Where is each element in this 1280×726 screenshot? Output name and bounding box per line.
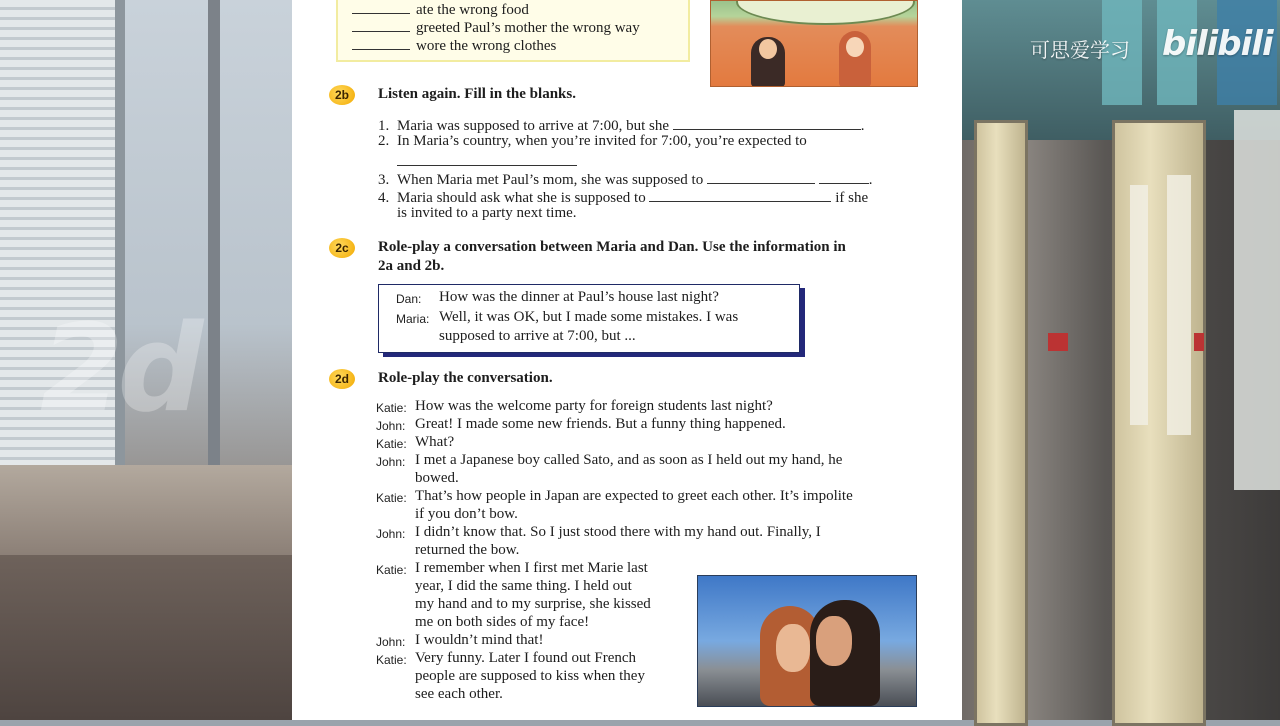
dialogue-line: Great! I made some new friends. But a funny thing happened. <box>415 416 786 432</box>
item-text: Maria should ask what she is supposed to <box>397 190 646 206</box>
dialogue-line: returned the bow. <box>415 542 520 558</box>
checklist-item-text: ate the wrong food <box>416 2 529 18</box>
speaker-label: Maria: <box>396 312 430 326</box>
fill-item-2 <box>378 133 807 150</box>
photo-face <box>816 616 852 666</box>
speaker-label: Katie: <box>376 653 407 667</box>
fill-item-2-blank-line <box>397 151 577 171</box>
item-number: 4. <box>378 190 390 206</box>
illustration-cartoon <box>710 0 918 87</box>
background-door <box>974 120 1028 726</box>
speaker-label: Katie: <box>376 437 407 451</box>
speaker-label: John: <box>376 635 406 649</box>
photo-two-women <box>697 575 917 707</box>
exercise-badge-2b: 2b <box>329 85 355 105</box>
dialogue-line: my hand and to my surprise, she kissed <box>415 596 651 612</box>
dialogue-line: year, I did the same thing. I held out <box>415 578 632 594</box>
dialogue-line: people are supposed to kiss when they <box>415 668 645 684</box>
item-text: Maria was supposed to arrive at 7:00, but she <box>397 118 670 134</box>
cartoon-face <box>759 39 777 59</box>
exercise-2c-heading-line2: 2a and 2b. <box>378 258 445 274</box>
background-window-sill <box>0 465 292 555</box>
exercise-2b-heading: Listen again. Fill in the blanks. <box>378 86 576 102</box>
dialogue-line: Well, it was OK, but I made some mistakes. I was <box>439 309 739 325</box>
bilibili-logo: bilibili <box>1162 24 1273 64</box>
background-red-sign <box>1194 333 1204 351</box>
item-number: 2. <box>378 133 390 149</box>
exercise-2c-heading-line1: Role-play a conversation between Maria and Dan. Use the information in <box>378 239 846 255</box>
speaker-label: Katie: <box>376 491 407 505</box>
item-end: . <box>860 118 865 134</box>
photo-face <box>776 624 810 672</box>
dialogue-line: see each other. <box>415 686 503 702</box>
answer-blank[interactable] <box>397 151 577 166</box>
dialogue-line: How was the dinner at Paul’s house last night? <box>439 289 719 305</box>
dialogue-line: Very funny. Later I found out French <box>415 650 637 666</box>
fill-item-4 <box>378 187 868 207</box>
item-end: . <box>868 172 873 188</box>
exercise-badge-2d: 2d <box>329 369 355 389</box>
background-left-scene <box>0 0 292 720</box>
fill-item-3 <box>378 169 872 189</box>
speaker-label: John: <box>376 527 406 541</box>
dialogue-line: if you don’t bow. <box>415 506 518 522</box>
dialogue-line: I remember when I first met Marie last <box>415 560 648 576</box>
textbook-page <box>292 0 962 720</box>
background-red-sign <box>1048 333 1068 351</box>
item-text: When Maria met Paul’s mom, she was supposed to <box>397 172 704 188</box>
speaker-label: John: <box>376 455 406 469</box>
item-text: In Maria’s country, when you’re invited for 7:00, you’re expected to <box>397 133 807 149</box>
checklist-item-text: greeted Paul’s mother the wrong way <box>416 20 640 36</box>
channel-watermark: 可思爱学习 <box>1030 38 1130 62</box>
fill-item-4-continued: is invited to a party next time. <box>397 205 577 221</box>
background-wall-window <box>1234 110 1280 490</box>
item-end: if she <box>835 190 869 206</box>
dialogue-line: That’s how people in Japan are expected to greet each other. It’s impolite <box>415 488 853 504</box>
answer-blank[interactable] <box>673 115 861 130</box>
dialogue-line: I didn’t know that. So I just stood there with my hand out. Finally, I <box>415 524 821 540</box>
cartoon-face <box>846 37 864 57</box>
exercise-2d-heading: Role-play the conversation. <box>378 370 553 386</box>
answer-blank[interactable] <box>352 35 410 50</box>
background-door <box>1112 120 1206 726</box>
speaker-label: Katie: <box>376 401 407 415</box>
speaker-label: Dan: <box>396 292 422 306</box>
item-number: 1. <box>378 118 390 134</box>
background-right-scene <box>962 0 1280 720</box>
speaker-label: John: <box>376 419 406 433</box>
checklist-item-text: wore the wrong clothes <box>416 38 557 54</box>
dialogue-line: How was the welcome party for foreign students last night? <box>415 398 773 414</box>
background-door-window <box>1167 175 1191 435</box>
exercise-badge-2c: 2c <box>329 238 355 258</box>
dialogue-line: supposed to arrive at 7:00, but ... <box>439 328 636 344</box>
checklist-item <box>352 35 556 55</box>
background-mark: 2d <box>40 300 198 439</box>
dialogue-line: I wouldn’t mind that! <box>415 632 544 648</box>
background-desk <box>0 555 292 720</box>
dialogue-line: What? <box>415 434 455 450</box>
answer-blank[interactable] <box>649 187 831 202</box>
answer-blank[interactable] <box>352 17 410 32</box>
item-number: 3. <box>378 172 390 188</box>
background-door-window <box>1130 185 1148 425</box>
answer-blank[interactable] <box>819 169 869 184</box>
dialogue-line: I met a Japanese boy called Sato, and as soon as I held out my hand, he <box>415 452 843 468</box>
speaker-label: Katie: <box>376 563 407 577</box>
dialogue-line: bowed. <box>415 470 459 486</box>
fill-item-1 <box>378 115 865 135</box>
answer-blank[interactable] <box>352 0 410 14</box>
answer-blank[interactable] <box>707 169 815 184</box>
checklist-item <box>352 17 640 37</box>
thought-bubble <box>736 0 915 25</box>
dialogue-line: me on both sides of my face! <box>415 614 590 630</box>
